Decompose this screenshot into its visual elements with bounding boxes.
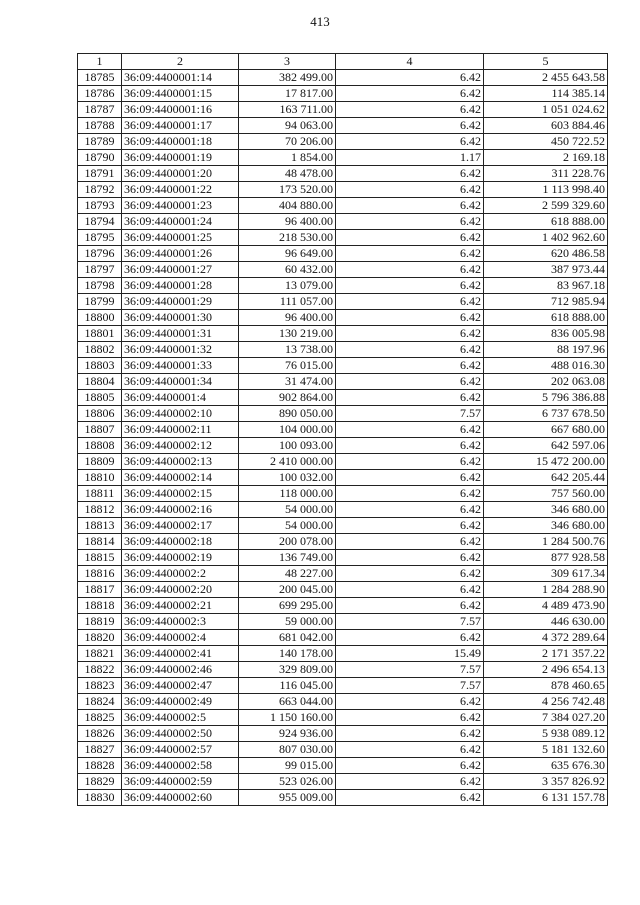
cadastral-number-cell: 36:09:4400002:4 [122,630,239,646]
rate-cell: 6.42 [336,182,484,198]
area-cell: 173 520.00 [239,182,336,198]
rate-cell: 6.42 [336,70,484,86]
area-cell: 130 219.00 [239,326,336,342]
rate-cell: 6.42 [336,630,484,646]
row-number-cell: 18830 [78,790,122,806]
area-cell: 699 295.00 [239,598,336,614]
rate-cell: 7.57 [336,614,484,630]
table-row [78,550,608,566]
rate-cell: 6.42 [336,294,484,310]
cadastral-number-cell: 36:09:4400001:31 [122,326,239,342]
table-row [78,566,608,582]
row-number-cell: 18821 [78,646,122,662]
value-cell: 450 722.52 [484,134,608,150]
cadastral-number-cell: 36:09:4400002:60 [122,790,239,806]
column-header: 3 [239,54,336,70]
value-cell: 488 016.30 [484,358,608,374]
row-number-cell: 18811 [78,486,122,502]
rate-cell: 6.42 [336,230,484,246]
row-number-cell: 18818 [78,598,122,614]
row-number-cell: 18803 [78,358,122,374]
row-number-cell: 18804 [78,374,122,390]
area-cell: 890 050.00 [239,406,336,422]
row-number-cell: 18801 [78,326,122,342]
row-number-cell: 18822 [78,662,122,678]
row-number-cell: 18797 [78,262,122,278]
table-row [78,262,608,278]
area-cell: 382 499.00 [239,70,336,86]
area-cell: 99 015.00 [239,758,336,774]
value-cell: 114 385.14 [484,86,608,102]
cadastral-number-cell: 36:09:4400001:16 [122,102,239,118]
table-row [78,454,608,470]
row-number-cell: 18802 [78,342,122,358]
area-cell: 54 000.00 [239,518,336,534]
cadastral-number-cell: 36:09:4400002:10 [122,406,239,422]
value-cell: 635 676.30 [484,758,608,774]
row-number-cell: 18785 [78,70,122,86]
table-row [78,406,608,422]
value-cell: 618 888.00 [484,310,608,326]
value-cell: 2 599 329.60 [484,198,608,214]
table-row [78,646,608,662]
row-number-cell: 18819 [78,614,122,630]
cadastral-number-cell: 36:09:4400001:27 [122,262,239,278]
area-cell: 60 432.00 [239,262,336,278]
table-row [78,678,608,694]
value-cell: 1 051 024.62 [484,102,608,118]
rate-cell: 6.42 [336,486,484,502]
value-cell: 309 617.34 [484,566,608,582]
table-row [78,614,608,630]
cadastral-number-cell: 36:09:4400001:30 [122,310,239,326]
area-cell: 17 817.00 [239,86,336,102]
rate-cell: 6.42 [336,310,484,326]
rate-cell: 1.17 [336,150,484,166]
row-number-cell: 18817 [78,582,122,598]
table-row [78,742,608,758]
rate-cell: 6.42 [336,342,484,358]
cadastral-number-cell: 36:09:4400001:20 [122,166,239,182]
page-number: 413 [310,14,330,29]
row-number-cell: 18820 [78,630,122,646]
value-cell: 202 063.08 [484,374,608,390]
table-row [78,758,608,774]
value-cell: 387 973.44 [484,262,608,278]
area-cell: 136 749.00 [239,550,336,566]
cadastral-number-cell: 36:09:4400001:26 [122,246,239,262]
row-number-cell: 18807 [78,422,122,438]
value-cell: 7 384 027.20 [484,710,608,726]
value-cell: 1 284 288.90 [484,582,608,598]
value-cell: 877 928.58 [484,550,608,566]
rate-cell: 6.42 [336,262,484,278]
cadastral-number-cell: 36:09:4400001:34 [122,374,239,390]
value-cell: 6 737 678.50 [484,406,608,422]
value-cell: 603 884.46 [484,118,608,134]
column-header: 4 [336,54,484,70]
table-row [78,694,608,710]
rate-cell: 6.42 [336,582,484,598]
cadastral-number-cell: 36:09:4400002:17 [122,518,239,534]
rate-cell: 6.42 [336,166,484,182]
cadastral-number-cell: 36:09:4400002:19 [122,550,239,566]
area-cell: 2 410 000.00 [239,454,336,470]
table-row [78,230,608,246]
rate-cell: 6.42 [336,566,484,582]
row-number-cell: 18827 [78,742,122,758]
column-header: 2 [122,54,239,70]
area-cell: 902 864.00 [239,390,336,406]
row-number-cell: 18800 [78,310,122,326]
cadastral-number-cell: 36:09:4400001:28 [122,278,239,294]
value-cell: 757 560.00 [484,486,608,502]
cadastral-number-cell: 36:09:4400001:33 [122,358,239,374]
area-cell: 1 150 160.00 [239,710,336,726]
value-cell: 642 597.06 [484,438,608,454]
cadastral-number-cell: 36:09:4400001:18 [122,134,239,150]
table-row [78,358,608,374]
row-number-cell: 18823 [78,678,122,694]
area-cell: 955 009.00 [239,790,336,806]
value-cell: 6 131 157.78 [484,790,608,806]
value-cell: 4 372 289.64 [484,630,608,646]
row-number-cell: 18815 [78,550,122,566]
cadastral-value-table [77,53,608,806]
table-row [78,774,608,790]
area-cell: 807 030.00 [239,742,336,758]
rate-cell: 6.42 [336,742,484,758]
row-number-cell: 18798 [78,278,122,294]
area-cell: 76 015.00 [239,358,336,374]
cadastral-number-cell: 36:09:4400001:4 [122,390,239,406]
value-cell: 15 472 200.00 [484,454,608,470]
rate-cell: 6.42 [336,726,484,742]
table-row [78,438,608,454]
area-cell: 140 178.00 [239,646,336,662]
rate-cell: 6.42 [336,422,484,438]
table-row [78,182,608,198]
row-number-cell: 18816 [78,566,122,582]
cadastral-number-cell: 36:09:4400001:25 [122,230,239,246]
value-cell: 2 171 357.22 [484,646,608,662]
rate-cell: 6.42 [336,710,484,726]
value-cell: 446 630.00 [484,614,608,630]
table-row [78,214,608,230]
rate-cell: 6.42 [336,518,484,534]
row-number-cell: 18788 [78,118,122,134]
table-row [78,662,608,678]
table-row [78,598,608,614]
area-cell: 54 000.00 [239,502,336,518]
row-number-cell: 18791 [78,166,122,182]
area-cell: 13 738.00 [239,342,336,358]
area-cell: 100 032.00 [239,470,336,486]
table-row [78,70,608,86]
value-cell: 346 680.00 [484,518,608,534]
value-cell: 4 489 473.90 [484,598,608,614]
row-number-cell: 18824 [78,694,122,710]
cadastral-number-cell: 36:09:4400002:58 [122,758,239,774]
table-row [78,518,608,534]
rate-cell: 6.42 [336,550,484,566]
area-cell: 13 079.00 [239,278,336,294]
table-row [78,102,608,118]
rate-cell: 6.42 [336,358,484,374]
table-row [78,86,608,102]
area-cell: 681 042.00 [239,630,336,646]
cadastral-number-cell: 36:09:4400002:59 [122,774,239,790]
rate-cell: 6.42 [336,454,484,470]
table-row [78,246,608,262]
table-row [78,294,608,310]
area-cell: 523 026.00 [239,774,336,790]
table-row [78,486,608,502]
row-number-cell: 18795 [78,230,122,246]
table-row [78,278,608,294]
rate-cell: 7.57 [336,406,484,422]
cadastral-number-cell: 36:09:4400002:47 [122,678,239,694]
row-number-cell: 18787 [78,102,122,118]
table-body [78,70,608,806]
rate-cell: 6.42 [336,86,484,102]
rate-cell: 6.42 [336,390,484,406]
table-row [78,150,608,166]
cadastral-number-cell: 36:09:4400002:16 [122,502,239,518]
value-cell: 5 796 386.88 [484,390,608,406]
rate-cell: 7.57 [336,662,484,678]
row-number-cell: 18805 [78,390,122,406]
header-row [78,54,608,70]
cadastral-number-cell: 36:09:4400002:50 [122,726,239,742]
cadastral-number-cell: 36:09:4400002:14 [122,470,239,486]
cadastral-number-cell: 36:09:4400002:46 [122,662,239,678]
area-cell: 104 000.00 [239,422,336,438]
rate-cell: 6.42 [336,438,484,454]
table-row [78,326,608,342]
cadastral-number-cell: 36:09:4400002:49 [122,694,239,710]
cadastral-number-cell: 36:09:4400001:29 [122,294,239,310]
table-row [78,118,608,134]
table-row [78,374,608,390]
area-cell: 111 057.00 [239,294,336,310]
value-cell: 311 228.76 [484,166,608,182]
value-cell: 620 486.58 [484,246,608,262]
area-cell: 94 063.00 [239,118,336,134]
cadastral-number-cell: 36:09:4400001:15 [122,86,239,102]
area-cell: 96 649.00 [239,246,336,262]
area-cell: 404 880.00 [239,198,336,214]
cadastral-number-cell: 36:09:4400001:32 [122,342,239,358]
area-cell: 924 936.00 [239,726,336,742]
value-cell: 3 357 826.92 [484,774,608,790]
area-cell: 59 000.00 [239,614,336,630]
rate-cell: 15.49 [336,646,484,662]
area-cell: 163 711.00 [239,102,336,118]
area-cell: 218 530.00 [239,230,336,246]
cadastral-number-cell: 36:09:4400001:19 [122,150,239,166]
row-number-cell: 18825 [78,710,122,726]
cadastral-number-cell: 36:09:4400002:41 [122,646,239,662]
area-cell: 96 400.00 [239,310,336,326]
row-number-cell: 18813 [78,518,122,534]
value-cell: 712 985.94 [484,294,608,310]
row-number-cell: 18789 [78,134,122,150]
row-number-cell: 18790 [78,150,122,166]
cadastral-number-cell: 36:09:4400002:12 [122,438,239,454]
value-cell: 1 284 500.76 [484,534,608,550]
cadastral-number-cell: 36:09:4400002:2 [122,566,239,582]
value-cell: 346 680.00 [484,502,608,518]
area-cell: 116 045.00 [239,678,336,694]
value-cell: 5 181 132.60 [484,742,608,758]
row-number-cell: 18792 [78,182,122,198]
row-number-cell: 18796 [78,246,122,262]
cadastral-number-cell: 36:09:4400002:57 [122,742,239,758]
row-number-cell: 18794 [78,214,122,230]
rate-cell: 6.42 [336,118,484,134]
table-row [78,166,608,182]
area-cell: 329 809.00 [239,662,336,678]
table-row [78,726,608,742]
row-number-cell: 18799 [78,294,122,310]
rate-cell: 6.42 [336,598,484,614]
cadastral-number-cell: 36:09:4400002:13 [122,454,239,470]
table-row [78,198,608,214]
value-cell: 618 888.00 [484,214,608,230]
cadastral-number-cell: 36:09:4400002:5 [122,710,239,726]
value-cell: 836 005.98 [484,326,608,342]
table-row [78,422,608,438]
value-cell: 878 460.65 [484,678,608,694]
row-number-cell: 18814 [78,534,122,550]
row-number-cell: 18809 [78,454,122,470]
cadastral-number-cell: 36:09:4400001:17 [122,118,239,134]
rate-cell: 6.42 [336,470,484,486]
value-cell: 5 938 089.12 [484,726,608,742]
value-cell: 4 256 742.48 [484,694,608,710]
table-row [78,310,608,326]
rate-cell: 6.42 [336,326,484,342]
area-cell: 48 478.00 [239,166,336,182]
area-cell: 1 854.00 [239,150,336,166]
rate-cell: 6.42 [336,694,484,710]
rate-cell: 6.42 [336,214,484,230]
rate-cell: 6.42 [336,534,484,550]
area-cell: 118 000.00 [239,486,336,502]
table-row [78,534,608,550]
table-row [78,790,608,806]
area-cell: 200 078.00 [239,534,336,550]
table-row [78,342,608,358]
area-cell: 31 474.00 [239,374,336,390]
table-row [78,502,608,518]
value-cell: 2 169.18 [484,150,608,166]
table-row [78,390,608,406]
value-cell: 667 680.00 [484,422,608,438]
table-row [78,582,608,598]
cadastral-number-cell: 36:09:4400001:23 [122,198,239,214]
value-cell: 642 205.44 [484,470,608,486]
area-cell: 48 227.00 [239,566,336,582]
rate-cell: 6.42 [336,502,484,518]
row-number-cell: 18786 [78,86,122,102]
rate-cell: 6.42 [336,198,484,214]
row-number-cell: 18828 [78,758,122,774]
value-cell: 1 113 998.40 [484,182,608,198]
area-cell: 70 206.00 [239,134,336,150]
row-number-cell: 18829 [78,774,122,790]
area-cell: 200 045.00 [239,582,336,598]
cadastral-number-cell: 36:09:4400002:15 [122,486,239,502]
table-row [78,134,608,150]
row-number-cell: 18793 [78,198,122,214]
row-number-cell: 18810 [78,470,122,486]
table-row [78,470,608,486]
row-number-cell: 18812 [78,502,122,518]
value-cell: 2 455 643.58 [484,70,608,86]
column-header: 5 [484,54,608,70]
rate-cell: 6.42 [336,790,484,806]
rate-cell: 6.42 [336,102,484,118]
column-header: 1 [78,54,122,70]
area-cell: 96 400.00 [239,214,336,230]
value-cell: 83 967.18 [484,278,608,294]
row-number-cell: 18808 [78,438,122,454]
rate-cell: 6.42 [336,774,484,790]
rate-cell: 7.57 [336,678,484,694]
row-number-cell: 18826 [78,726,122,742]
cadastral-number-cell: 36:09:4400002:20 [122,582,239,598]
rate-cell: 6.42 [336,758,484,774]
value-cell: 2 496 654.13 [484,662,608,678]
area-cell: 100 093.00 [239,438,336,454]
cadastral-number-cell: 36:09:4400002:11 [122,422,239,438]
rate-cell: 6.42 [336,278,484,294]
value-cell: 1 402 962.60 [484,230,608,246]
cadastral-number-cell: 36:09:4400002:3 [122,614,239,630]
cadastral-number-cell: 36:09:4400002:18 [122,534,239,550]
area-cell: 663 044.00 [239,694,336,710]
rate-cell: 6.42 [336,134,484,150]
rate-cell: 6.42 [336,374,484,390]
cadastral-number-cell: 36:09:4400001:14 [122,70,239,86]
cadastral-number-cell: 36:09:4400001:24 [122,214,239,230]
table-row [78,710,608,726]
table-row [78,630,608,646]
rate-cell: 6.42 [336,246,484,262]
value-cell: 88 197.96 [484,342,608,358]
cadastral-number-cell: 36:09:4400002:21 [122,598,239,614]
row-number-cell: 18806 [78,406,122,422]
cadastral-number-cell: 36:09:4400001:22 [122,182,239,198]
